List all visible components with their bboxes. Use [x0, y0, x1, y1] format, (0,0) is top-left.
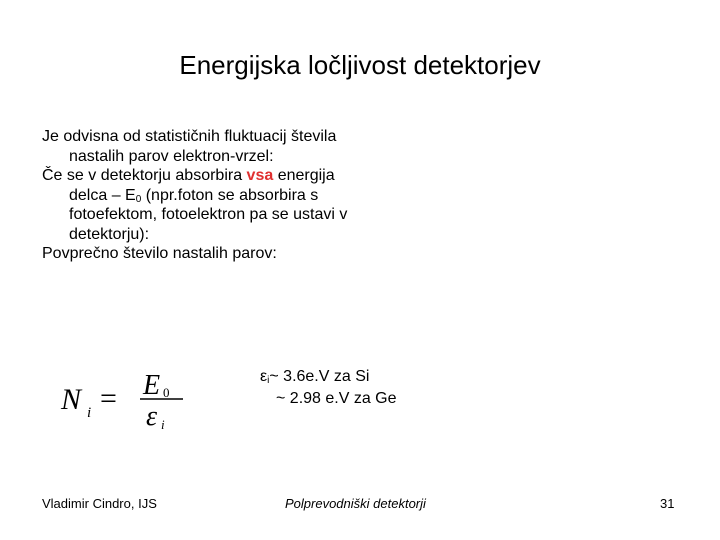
formula-denominator: ε	[146, 401, 158, 430]
note-epsilon-sub: i	[267, 375, 270, 386]
slide-body	[42, 127, 352, 264]
paragraph-average: Povprečno število nastalih parov:	[42, 245, 277, 262]
note-ge: ~ 2.98 e.V za Ge	[276, 390, 397, 407]
absorption-text-start: Če se v detektorju absorbira	[42, 167, 247, 184]
slide-title: Energijska ločljivost detektorjev	[179, 50, 541, 80]
energy-subscript: 0	[135, 193, 142, 205]
formula-equals: =	[100, 382, 117, 415]
footer-author: Vladimir Cindro, IJS	[42, 496, 157, 511]
footer-topic: Polprevodniški detektorji	[285, 496, 426, 511]
note-si-value: ~ 3.6e.V za Si	[269, 368, 370, 385]
ionization-energy-notes	[260, 366, 397, 410]
formula-numerator-sub: 0	[163, 385, 170, 400]
absorption-text-end: (npr.foton se absorbira s fotoefektom, fotoelektron pa se ustavi v detektorju):	[69, 186, 348, 243]
paragraph-absorption	[42, 166, 352, 244]
formula-numerator: E	[143, 370, 161, 401]
highlight-word: vsa	[246, 167, 274, 184]
footer-page-number: 31	[660, 496, 675, 511]
note-si	[260, 366, 397, 388]
absorption-text-mid: energija delca – E	[69, 167, 335, 204]
formula-denominator-sub: i	[161, 417, 165, 430]
paragraph-dependence: Je odvisna od statističnih fluktuacij števila nastalih parov elektron-vrzel:	[42, 128, 337, 165]
formula-pairs	[57, 368, 189, 430]
formula-lhs-sub: i	[87, 405, 92, 421]
note-epsilon: ε	[260, 368, 268, 385]
formula-lhs: N	[61, 383, 82, 416]
